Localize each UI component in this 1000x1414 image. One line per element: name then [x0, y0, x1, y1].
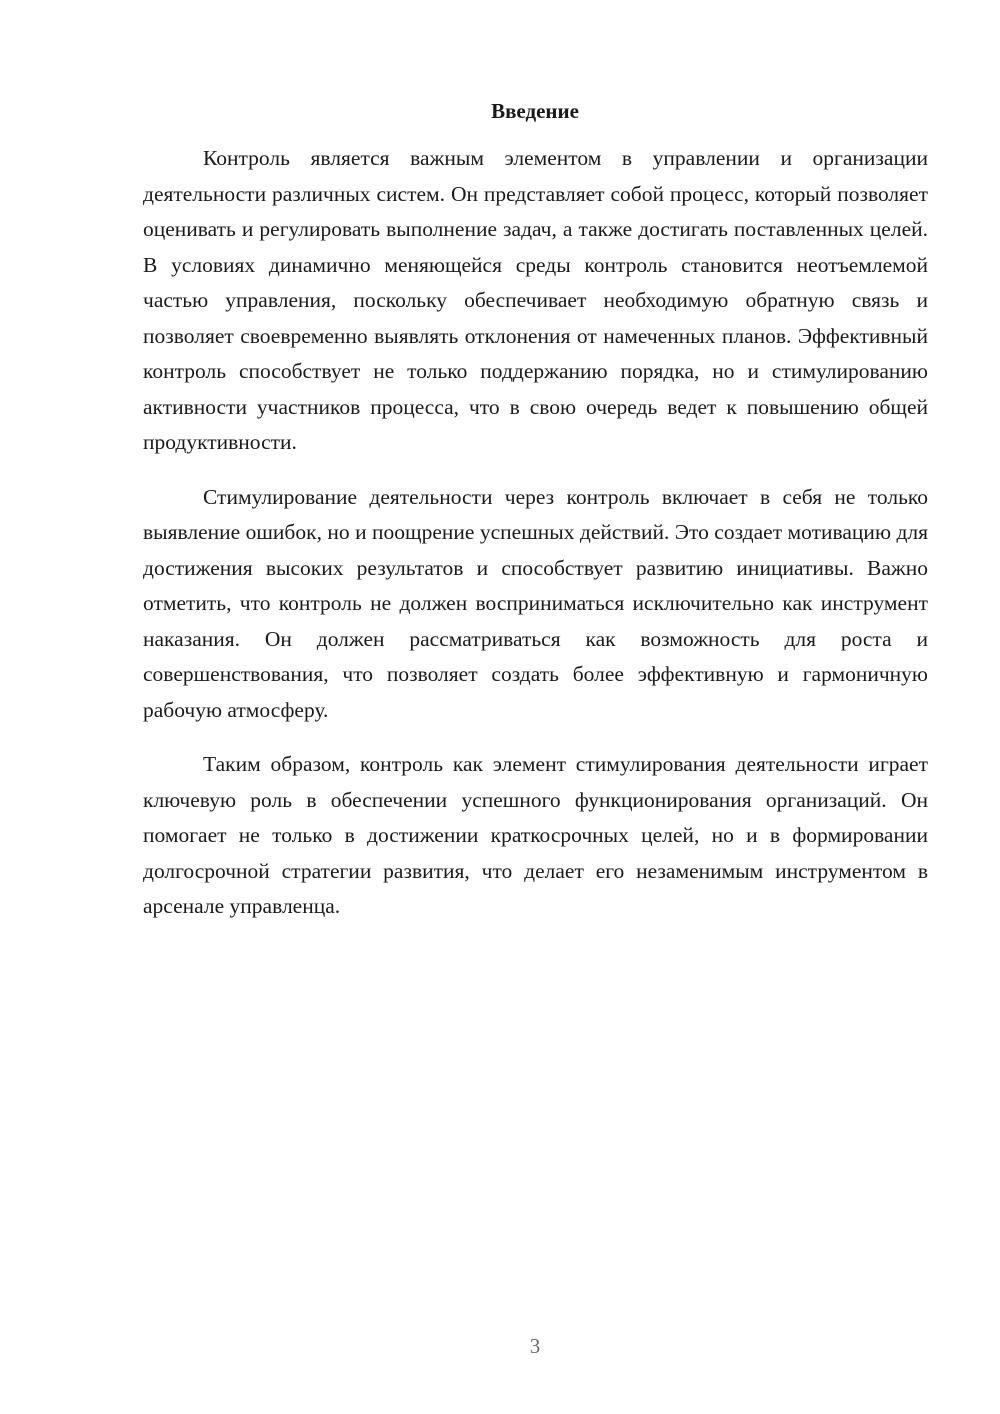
document-body: [143, 141, 928, 925]
paragraph-1: Контроль является важным элементом в управлении и организации деятельности различных систем. Он представляет собой процесс, который позволяет оценивать и регулировать выполнение задач, а также достигать поставленных целей. В условиях динамично меняющейся среды контроль становится неотъемлемой частью управления, поскольку обеспечивает необходимую обратную связь и позволяет своевременно выявлять отклонения от намеченных планов. Эффективный контроль способствует не только поддержанию порядка, но и стимулированию активности участников процесса, что в свою очередь ведет к повышению общей продуктивности.: [143, 146, 928, 454]
paragraph-2: Стимулирование деятельности через контроль включает в себя не только выявление ошибок, но и поощрение успешных действий. Это создает мотивацию для достижения высоких результатов и способствует развитию инициативы. Важно отметить, что контроль не должен восприниматься исключительно как инструмент наказания. Он должен рассматриваться как возможность для роста и совершенствования, что позволяет создать более эффективную и гармоничную рабочую атмосферу.: [143, 484, 928, 722]
page-number: 3: [529, 1334, 541, 1358]
paragraph-3: Таким образом, контроль как элемент стимулирования деятельности играет ключевую роль в обеспечении успешного функционирования организаций. Он помогает не только в достижении краткосрочных целей, но и в формировании долгосрочной стратегии развития, что делает его незаменимым инструментом в арсенале управленца.: [143, 752, 928, 918]
section-title: Введение: [491, 99, 579, 123]
